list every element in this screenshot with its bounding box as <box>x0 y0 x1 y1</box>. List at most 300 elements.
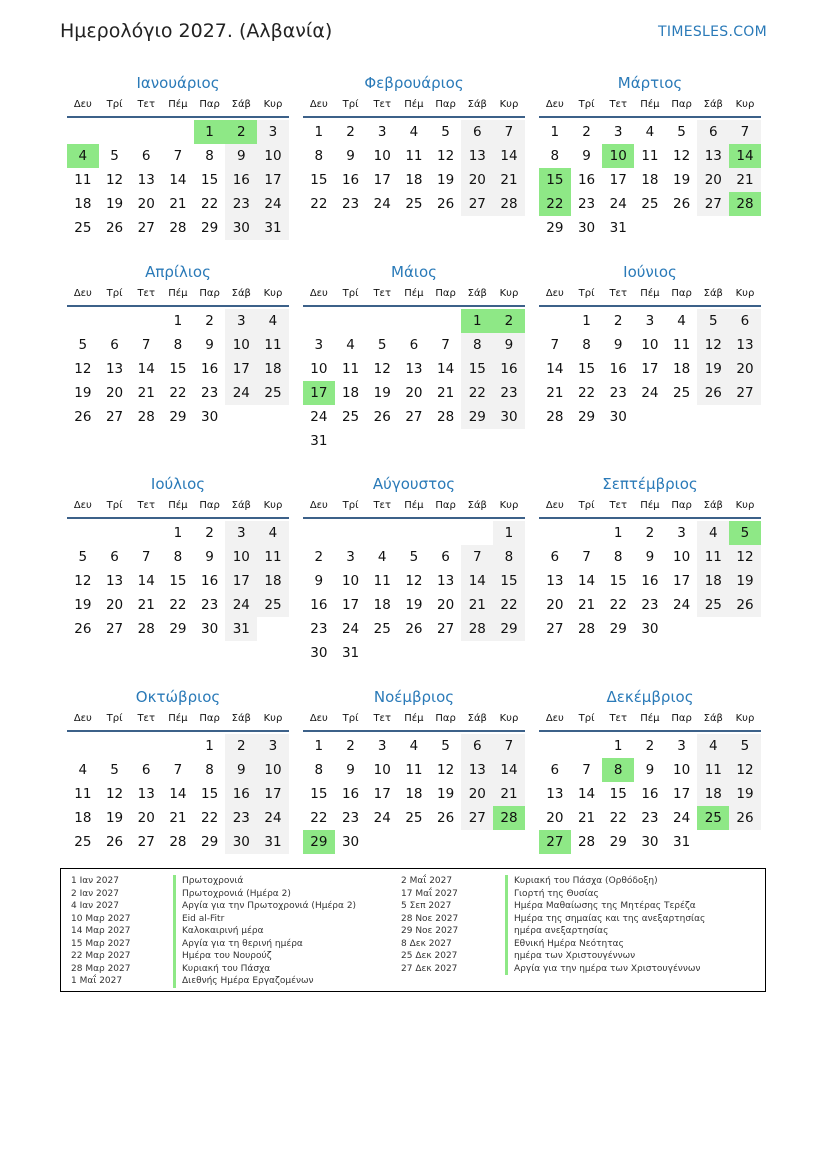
weekday-header <box>539 94 761 118</box>
weekday-label: Σάβ <box>703 500 723 511</box>
day-grid <box>303 120 525 216</box>
day-cell: 2 <box>645 738 655 754</box>
day-cell: 7 <box>141 549 151 565</box>
day-cell: 8 <box>173 549 183 565</box>
empty-cell <box>67 120 99 144</box>
empty-cell <box>130 734 162 758</box>
day-cell: 26 <box>673 196 691 212</box>
day-cell: 29 <box>169 621 187 637</box>
month-title: Οκτώβριος <box>135 688 221 706</box>
day-cell: 14 <box>493 758 525 782</box>
weekday-label: Τρί <box>578 713 595 724</box>
day-cell: 19 <box>105 810 124 826</box>
month-1 <box>67 70 289 240</box>
weekday-label: Πέμ <box>640 713 660 724</box>
weekday-label: Παρ <box>199 288 220 299</box>
day-cell: 29 <box>201 834 219 850</box>
holiday-day-cell: 8 <box>602 758 634 782</box>
month-title: Δεκέμβριος <box>606 688 694 706</box>
weekday-label: Κυρ <box>735 713 755 724</box>
day-cell: 11 <box>405 148 423 164</box>
day-cell: 27 <box>697 192 729 216</box>
holiday-day-cell: 5 <box>729 521 761 545</box>
day-cell: 16 <box>641 573 659 589</box>
empty-cell <box>539 309 571 333</box>
weekday-label: Τετ <box>137 713 155 724</box>
day-cell: 31 <box>225 617 257 641</box>
day-cell: 31 <box>609 220 627 236</box>
day-cell: 21 <box>546 385 564 401</box>
legend-holiday-name: Πρωτοχρονιά (Ημέρα 2) <box>173 888 356 901</box>
day-cell: 2 <box>346 738 355 754</box>
day-cell: 12 <box>697 333 729 357</box>
day-cell: 12 <box>105 786 124 802</box>
day-cell: 17 <box>257 168 289 192</box>
weekday-label: Τρί <box>342 288 359 299</box>
day-cell: 4 <box>697 734 729 758</box>
day-cell: 23 <box>201 385 219 401</box>
empty-cell <box>335 521 367 545</box>
day-cell: 5 <box>78 337 88 353</box>
day-grid <box>67 521 289 641</box>
day-cell: 7 <box>173 148 183 164</box>
day-cell: 15 <box>609 573 627 589</box>
weekday-label: Τετ <box>609 500 627 511</box>
day-cell: 25 <box>257 381 289 405</box>
weekday-label: Σάβ <box>231 99 251 110</box>
day-cell: 11 <box>257 333 289 357</box>
holiday-day-cell: 28 <box>729 192 761 216</box>
day-cell: 11 <box>673 337 691 353</box>
day-cell: 24 <box>673 810 691 826</box>
day-cell: 3 <box>677 738 686 754</box>
day-cell: 14 <box>577 573 596 589</box>
day-cell: 14 <box>137 361 155 377</box>
weekday-label: Παρ <box>199 500 220 511</box>
day-cell: 3 <box>645 313 655 329</box>
month-title: Ιανουάριος <box>136 74 220 92</box>
holiday-day-cell: 1 <box>194 120 226 144</box>
weekday-label: Παρ <box>435 99 456 110</box>
day-cell: 1 <box>173 313 183 329</box>
day-cell: 22 <box>577 385 596 401</box>
day-cell: 23 <box>201 597 219 613</box>
legend-dates-col-2 <box>401 875 458 975</box>
day-cell: 12 <box>74 361 92 377</box>
weekday-header <box>67 708 289 732</box>
day-cell: 7 <box>729 120 761 144</box>
day-cell: 25 <box>697 593 729 617</box>
day-cell: 18 <box>257 569 289 593</box>
weekday-label: Τρί <box>342 500 359 511</box>
day-cell: 6 <box>409 337 419 353</box>
day-cell: 20 <box>105 597 124 613</box>
day-cell: 28 <box>546 409 564 425</box>
day-cell: 25 <box>405 196 423 212</box>
weekday-label: Δευ <box>73 99 92 110</box>
day-cell: 19 <box>105 196 124 212</box>
weekday-label: Τρί <box>578 99 595 110</box>
day-grid <box>303 734 525 854</box>
day-cell: 19 <box>373 385 391 401</box>
day-grid <box>539 734 761 854</box>
day-cell: 26 <box>437 810 455 826</box>
day-cell: 26 <box>74 621 92 637</box>
weekday-header <box>67 283 289 307</box>
legend-date: 28 Μαρ 2027 <box>71 963 131 974</box>
day-cell: 21 <box>577 597 596 613</box>
weekday-label: Τετ <box>609 288 627 299</box>
legend-holiday-name: Καλοκαιρινή μέρα <box>173 925 356 938</box>
holiday-day-cell: 29 <box>303 830 335 854</box>
month-7 <box>67 471 289 641</box>
weekday-label: Δευ <box>73 713 92 724</box>
day-cell: 13 <box>697 144 729 168</box>
day-cell: 9 <box>205 337 214 353</box>
day-cell: 5 <box>110 762 119 778</box>
day-cell: 18 <box>74 196 92 212</box>
day-cell: 10 <box>257 144 289 168</box>
day-cell: 19 <box>437 172 455 188</box>
weekday-label: Πέμ <box>168 99 188 110</box>
legend-holiday-name: Αργία για την Πρωτοχρονιά (Ημέρα 2) <box>173 900 356 913</box>
day-cell: 28 <box>577 834 596 850</box>
day-cell: 20 <box>697 168 729 192</box>
day-cell: 20 <box>437 597 455 613</box>
day-cell: 30 <box>201 621 219 637</box>
weekday-label: Πέμ <box>168 500 188 511</box>
day-cell: 18 <box>697 569 729 593</box>
weekday-label: Πέμ <box>640 288 660 299</box>
day-cell: 28 <box>577 621 596 637</box>
month-11 <box>303 684 525 854</box>
day-cell: 30 <box>493 405 525 429</box>
month-5 <box>303 259 525 453</box>
month-6 <box>539 259 761 429</box>
day-cell: 1 <box>613 525 623 541</box>
day-cell: 22 <box>201 196 219 212</box>
empty-cell <box>366 309 398 333</box>
weekday-label: Δευ <box>309 713 328 724</box>
day-cell: 27 <box>405 409 423 425</box>
weekday-label: Τρί <box>106 288 123 299</box>
day-cell: 25 <box>257 593 289 617</box>
day-cell: 10 <box>341 573 360 589</box>
day-cell: 16 <box>493 357 525 381</box>
legend-date: 4 Ιαν 2027 <box>71 901 119 911</box>
day-cell: 28 <box>169 834 187 850</box>
day-cell: 24 <box>673 597 691 613</box>
brand-link[interactable]: TIMESLES.COM <box>658 24 767 40</box>
day-cell: 23 <box>641 597 659 613</box>
legend-holiday-name: ημέρα των Χριστουγέννων <box>505 950 705 963</box>
legend-date: 17 Μαΐ 2027 <box>401 888 458 899</box>
day-cell: 19 <box>697 357 729 381</box>
weekday-label: Κυρ <box>263 288 283 299</box>
legend-date: 10 Μαρ 2027 <box>71 913 131 924</box>
day-cell: 8 <box>493 545 525 569</box>
weekday-label: Κυρ <box>499 500 519 511</box>
holiday-day-cell: 15 <box>539 168 571 192</box>
weekday-label: Δευ <box>545 500 564 511</box>
day-cell: 13 <box>137 786 155 802</box>
day-cell: 1 <box>173 525 183 541</box>
day-cell: 9 <box>314 573 324 589</box>
day-cell: 18 <box>373 597 391 613</box>
weekday-label: Δευ <box>309 500 328 511</box>
day-cell: 21 <box>493 168 525 192</box>
weekday-label: Τρί <box>578 500 595 511</box>
day-cell: 20 <box>546 810 564 826</box>
day-cell: 10 <box>673 762 691 778</box>
day-cell: 2 <box>346 124 355 140</box>
day-cell: 18 <box>341 385 360 401</box>
day-cell: 11 <box>641 148 659 164</box>
day-cell: 11 <box>697 545 729 569</box>
weekday-label: Σάβ <box>231 288 251 299</box>
month-title: Σεπτέμβριος <box>602 475 698 493</box>
day-cell: 28 <box>437 409 455 425</box>
day-cell: 23 <box>310 621 328 637</box>
day-cell: 5 <box>729 734 761 758</box>
day-cell: 3 <box>225 309 257 333</box>
legend-names-col-2 <box>505 875 705 975</box>
month-title: Ιούνιος <box>623 263 677 281</box>
day-cell: 22 <box>493 593 525 617</box>
day-cell: 5 <box>441 124 450 140</box>
weekday-header <box>539 708 761 732</box>
day-cell: 25 <box>405 810 423 826</box>
weekday-label: Τρί <box>106 99 123 110</box>
day-cell: 28 <box>137 621 155 637</box>
empty-cell <box>539 734 571 758</box>
day-cell: 3 <box>613 124 623 140</box>
day-cell: 12 <box>729 758 761 782</box>
day-cell: 2 <box>225 734 257 758</box>
day-cell: 18 <box>641 172 659 188</box>
legend-holiday-name: Γιορτή της Θυσίας <box>505 888 705 901</box>
day-cell: 20 <box>546 597 564 613</box>
legend-holiday-name: Ημέρα Μαθαίωσης της Μητέρας Τερέζα <box>505 900 705 913</box>
day-cell: 2 <box>205 525 214 541</box>
holiday-day-cell: 2 <box>225 120 257 144</box>
day-cell: 8 <box>582 337 591 353</box>
day-cell: 21 <box>437 385 455 401</box>
day-cell: 24 <box>341 621 360 637</box>
day-cell: 23 <box>225 806 257 830</box>
day-cell: 15 <box>493 569 525 593</box>
day-cell: 26 <box>74 409 92 425</box>
day-grid <box>303 521 525 665</box>
day-cell: 2 <box>613 313 623 329</box>
day-cell: 6 <box>441 549 450 565</box>
day-cell: 4 <box>346 337 355 353</box>
day-cell: 2 <box>205 313 214 329</box>
day-cell: 19 <box>74 385 92 401</box>
day-cell: 24 <box>257 806 289 830</box>
day-cell: 1 <box>550 124 560 140</box>
day-cell: 3 <box>314 337 324 353</box>
holiday-day-cell: 4 <box>67 144 99 168</box>
day-cell: 28 <box>169 220 187 236</box>
day-cell: 11 <box>341 361 360 377</box>
empty-cell <box>162 734 194 758</box>
day-cell: 30 <box>641 621 659 637</box>
day-cell: 16 <box>341 786 360 802</box>
day-cell: 26 <box>105 220 124 236</box>
legend-names-col-1 <box>173 875 356 988</box>
weekday-header <box>303 495 525 519</box>
month-title: Νοέμβριος <box>373 688 455 706</box>
day-cell: 15 <box>169 361 187 377</box>
weekday-label: Σάβ <box>467 288 487 299</box>
day-cell: 7 <box>173 762 183 778</box>
weekday-label: Πέμ <box>168 288 188 299</box>
legend-date: 5 Σεπ 2027 <box>401 901 452 911</box>
day-cell: 14 <box>546 361 564 377</box>
holiday-day-cell: 25 <box>697 806 729 830</box>
day-cell: 13 <box>105 361 124 377</box>
day-cell: 15 <box>169 573 187 589</box>
day-cell: 2 <box>645 525 655 541</box>
day-cell: 26 <box>729 806 761 830</box>
empty-cell <box>539 521 571 545</box>
day-cell: 11 <box>373 573 391 589</box>
empty-cell <box>99 734 131 758</box>
day-cell: 8 <box>314 762 324 778</box>
month-title: Μάιος <box>391 263 437 281</box>
day-cell: 30 <box>201 409 219 425</box>
day-cell: 30 <box>310 645 328 661</box>
legend-date: 27 Δεκ 2027 <box>401 963 458 974</box>
legend-date: 28 Νοε 2027 <box>401 913 459 924</box>
day-cell: 7 <box>461 545 493 569</box>
day-cell: 6 <box>110 549 119 565</box>
day-cell: 20 <box>729 357 761 381</box>
day-cell: 21 <box>137 385 155 401</box>
weekday-label: Τρί <box>342 99 359 110</box>
holiday-day-cell: 1 <box>461 309 493 333</box>
weekday-label: Κυρ <box>499 288 519 299</box>
weekday-label: Τετ <box>373 288 391 299</box>
day-cell: 12 <box>437 148 455 164</box>
empty-cell <box>461 521 493 545</box>
day-cell: 24 <box>609 196 627 212</box>
day-cell: 22 <box>461 381 493 405</box>
day-cell: 1 <box>613 738 623 754</box>
day-cell: 11 <box>74 786 92 802</box>
day-cell: 26 <box>697 381 729 405</box>
day-cell: 19 <box>74 597 92 613</box>
empty-cell <box>67 309 99 333</box>
day-cell: 18 <box>74 810 92 826</box>
empty-cell <box>99 309 131 333</box>
empty-cell <box>303 521 335 545</box>
day-cell: 3 <box>346 549 355 565</box>
day-cell: 10 <box>673 549 691 565</box>
day-cell: 21 <box>461 593 493 617</box>
day-cell: 14 <box>169 786 187 802</box>
legend-holiday-name: Eid al-Fitr <box>173 913 356 926</box>
day-cell: 22 <box>169 597 187 613</box>
empty-cell <box>335 309 367 333</box>
day-cell: 13 <box>546 573 564 589</box>
day-cell: 2 <box>314 549 324 565</box>
day-cell: 17 <box>641 361 659 377</box>
month-3 <box>539 70 761 240</box>
day-cell: 20 <box>105 385 124 401</box>
day-cell: 10 <box>225 333 257 357</box>
weekday-label: Κυρ <box>499 99 519 110</box>
day-cell: 16 <box>577 172 596 188</box>
day-grid <box>303 309 525 453</box>
day-cell: 4 <box>677 313 686 329</box>
day-cell: 11 <box>257 545 289 569</box>
empty-cell <box>99 521 131 545</box>
day-cell: 4 <box>78 762 88 778</box>
day-cell: 25 <box>74 220 92 236</box>
day-cell: 27 <box>137 834 155 850</box>
day-cell: 22 <box>609 810 627 826</box>
weekday-label: Πέμ <box>404 99 424 110</box>
day-cell: 13 <box>461 758 493 782</box>
day-cell: 12 <box>729 545 761 569</box>
empty-cell <box>67 521 99 545</box>
weekday-label: Παρ <box>671 99 692 110</box>
day-cell: 4 <box>409 124 419 140</box>
legend-holiday-name: Κυριακή του Πάσχα (Ορθόδοξη) <box>505 875 705 888</box>
weekday-label: Πέμ <box>640 500 660 511</box>
day-cell: 19 <box>437 786 455 802</box>
weekday-label: Τετ <box>373 713 391 724</box>
weekday-label: Παρ <box>435 713 456 724</box>
day-cell: 24 <box>641 385 659 401</box>
day-cell: 5 <box>110 148 119 164</box>
weekday-label: Παρ <box>671 713 692 724</box>
day-cell: 9 <box>645 762 655 778</box>
day-cell: 19 <box>405 597 423 613</box>
legend-holiday-name: Ημέρα του Νουρούζ <box>173 950 356 963</box>
empty-cell <box>303 309 335 333</box>
weekday-label: Τετ <box>373 500 391 511</box>
day-cell: 21 <box>493 782 525 806</box>
weekday-label: Κυρ <box>735 288 755 299</box>
day-cell: 6 <box>550 762 560 778</box>
legend-holiday-name: Διεθνής Ημέρα Εργαζομένων <box>173 975 356 988</box>
weekday-label: Κυρ <box>735 500 755 511</box>
weekday-label: Τρί <box>106 713 123 724</box>
weekday-label: Πέμ <box>640 99 660 110</box>
weekday-label: Σάβ <box>231 500 251 511</box>
day-cell: 24 <box>373 196 391 212</box>
day-cell: 27 <box>437 621 455 637</box>
day-cell: 24 <box>373 810 391 826</box>
day-cell: 27 <box>461 192 493 216</box>
day-cell: 6 <box>550 549 560 565</box>
day-cell: 17 <box>373 172 391 188</box>
weekday-label: Σάβ <box>467 500 487 511</box>
day-cell: 21 <box>729 168 761 192</box>
weekday-label: Κυρ <box>735 99 755 110</box>
day-cell: 29 <box>493 617 525 641</box>
day-cell: 11 <box>697 758 729 782</box>
day-cell: 17 <box>341 597 360 613</box>
weekday-label: Δευ <box>309 288 328 299</box>
weekday-label: Τετ <box>373 99 391 110</box>
legend-date: 1 Ιαν 2027 <box>71 876 119 886</box>
weekday-label: Δευ <box>545 99 564 110</box>
day-cell: 29 <box>609 834 627 850</box>
